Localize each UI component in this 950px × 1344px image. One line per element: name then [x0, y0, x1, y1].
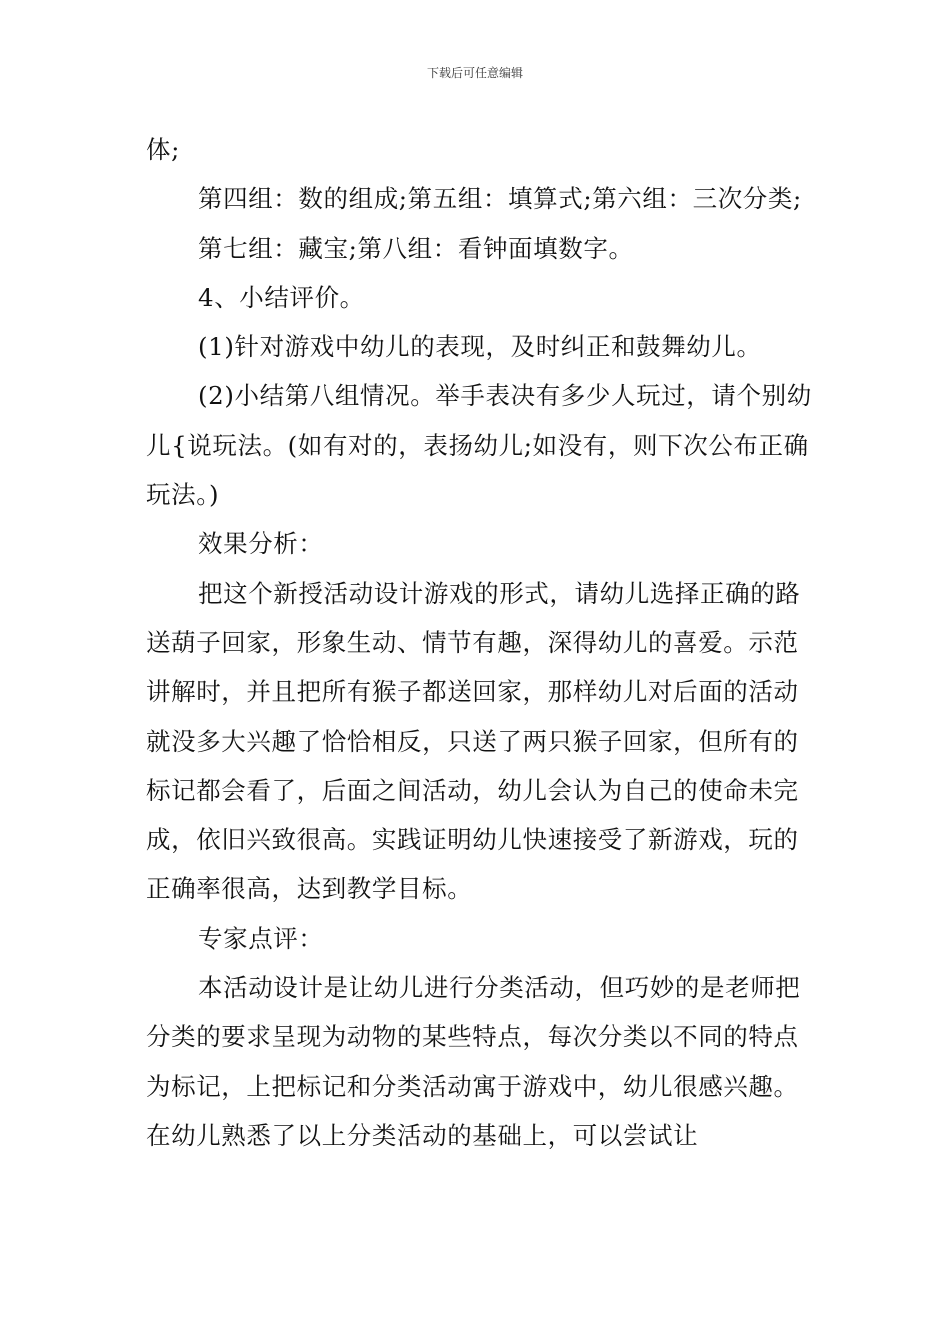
section-heading-effect-analysis: 效果分析： — [198, 529, 324, 559]
paragraph-3: 第七组：藏宝;第八组：看钟面填数字。 — [198, 233, 634, 263]
paragraph-8: 把这个新授活动设计游戏的形式，请幼儿选择正确的路送葫子回家，形象生动、情节有趣，深得幼儿的喜爱。示范讲解时，并且把所有猴子都送回家，那样幼儿对后面的活动就没多大兴趣了恰恰相反，只送了两只猴子回家，但所有的标记都会看了，后面之间活动，幼儿会认为自己的使命未完成，依旧兴致很高。实践证明幼儿快速接受了新游戏，玩的正确率很高，达到教学目标。 — [146, 578, 801, 904]
paragraph-10: 本活动设计是让幼儿进行分类活动，但巧妙的是老师把分类的要求呈现为动物的某些特点，每次分类以不同的特点为标记，上把标记和分类活动寓于游戏中，幼儿很感兴趣。在幼儿熟悉了以上分类活动的基础上，可以尝试让 — [146, 973, 801, 1150]
paragraph-2: 第四组：数的组成;第五组：填算式;第六组：三次分类; — [198, 184, 802, 214]
document-body — [146, 125, 812, 1160]
paragraph-4: 4、小结评价。 — [198, 282, 365, 312]
paragraph-6: (2)小结第八组情况。举手表决有多少人玩过，请个别幼儿{说玩法。(如有对的，表扬幼儿;如没有，则下次公布正确玩法。) — [146, 381, 812, 510]
page-header: 下载后可任意编辑 — [426, 66, 523, 80]
paragraph-5: (1)针对游戏中幼儿的表现，及时纠正和鼓舞幼儿。 — [198, 332, 762, 362]
section-heading-expert-review: 专家点评： — [198, 923, 324, 953]
paragraph-1: 体; — [146, 135, 180, 164]
